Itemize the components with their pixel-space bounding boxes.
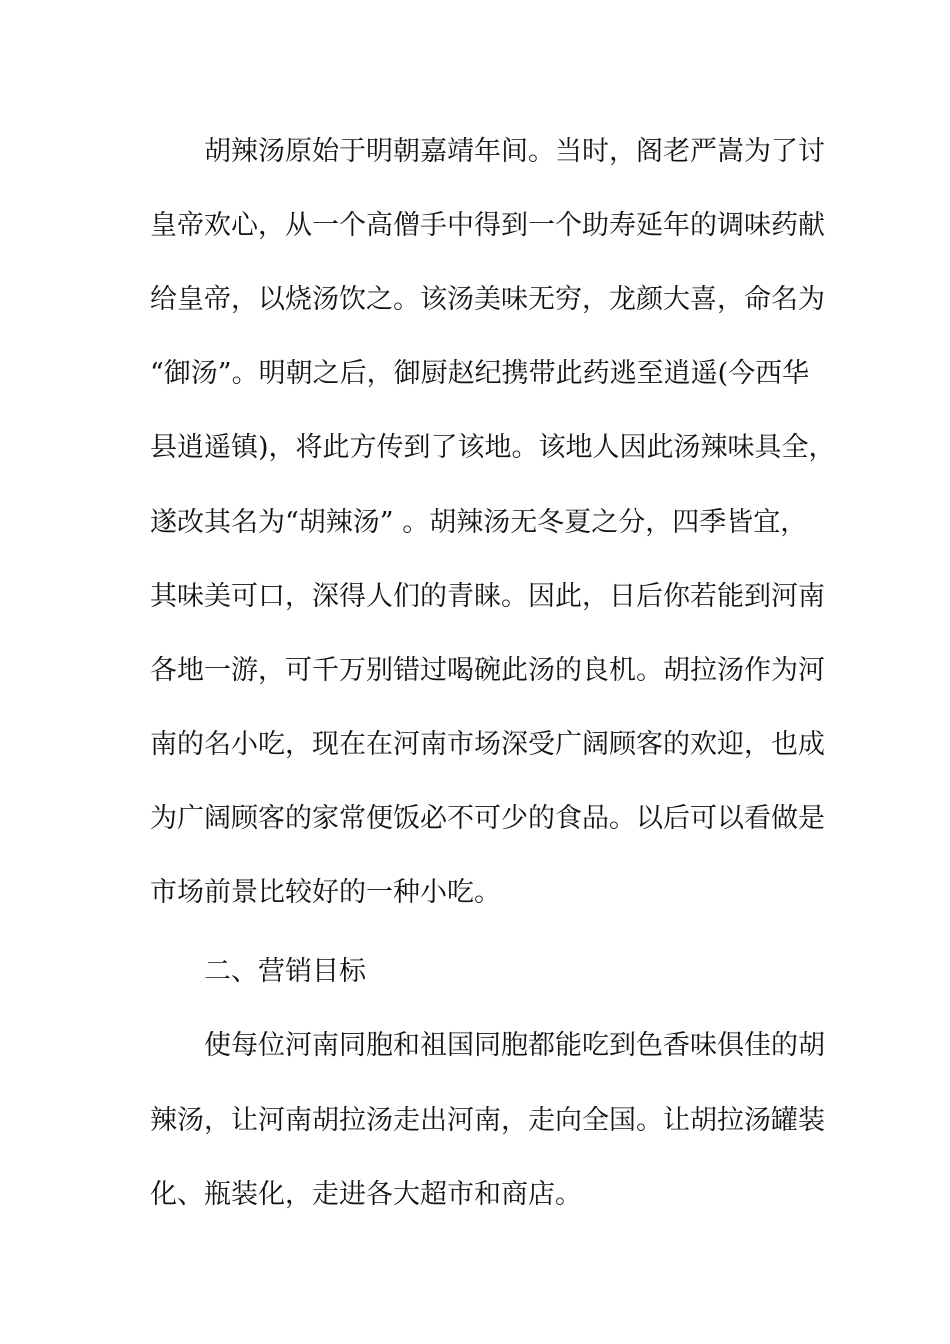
paragraph-1-line-5: 县逍遥镇)，将此方传到了该地。该地人因此汤辣味具全， xyxy=(150,432,836,463)
paragraph-1-line-8: 各地一游，可千万别错过喝碗此汤的良机。胡拉汤作为河 xyxy=(150,655,825,686)
paragraph-1-line-1: 胡辣汤原始于明朝嘉靖年间。当时，阁老严嵩为了讨 xyxy=(204,136,825,167)
paragraph-2-line-2: 辣汤，让河南胡拉汤走出河南，走向全国。让胡拉汤罐装 xyxy=(150,1105,825,1136)
paragraph-2-line-1: 使每位河南同胞和祖国同胞都能吃到色香味俱佳的胡 xyxy=(204,1030,825,1061)
paragraph-1-line-7: 其味美可口，深得人们的青睐。因此，日后你若能到河南 xyxy=(150,581,825,612)
paragraph-1-line-6: 遂改其名为“胡辣汤” 。胡辣汤无冬夏之分，四季皆宜， xyxy=(150,507,808,538)
section-heading: 二、营销目标 xyxy=(204,956,366,987)
paragraph-2-line-3: 化、瓶装化，走进各大超市和商店。 xyxy=(150,1179,582,1210)
paragraph-1-line-10: 为广阔顾客的家常便饭必不可少的食品。以后可以看做是 xyxy=(150,803,825,834)
paragraph-1-line-11: 市场前景比较好的一种小吃。 xyxy=(150,877,501,908)
paragraph-1-line-2: 皇帝欢心，从一个高僧手中得到一个助寿延年的调味药献 xyxy=(150,210,825,241)
paragraph-1-line-9: 南的名小吃，现在在河南市场深受广阔顾客的欢迎，也成 xyxy=(150,729,825,760)
paragraph-1-line-4: “御汤”。明朝之后，御厨赵纪携带此药逃至逍遥(今西华 xyxy=(150,358,810,389)
paragraph-1-line-3: 给皇帝，以烧汤饮之。该汤美味无穷，龙颜大喜，命名为 xyxy=(150,284,825,315)
